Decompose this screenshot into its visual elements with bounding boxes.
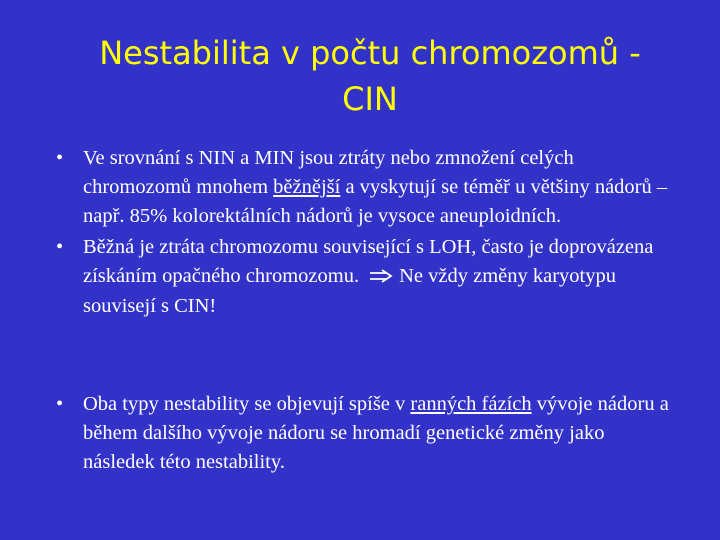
bullet-2-text-after: Ne vždy změny karyotypu souvisejí s CIN! — [83, 265, 617, 317]
bullet-3-text-after: vývoje nádoru a během dalšího vývoje nádoru se hromadí genetické změny jako následek této nestability. — [83, 393, 669, 473]
bullet-item-2 — [52, 233, 672, 321]
bullet-1-text-after: a vyskytují se téměř u většiny nádorů – např. 85% kolorektálních nádorů je vysoce aneuploidních. — [83, 176, 668, 227]
title-line-2: CIN — [342, 80, 398, 118]
bullet-item-1 — [52, 144, 672, 231]
bullet-item-3 — [52, 390, 672, 477]
bullet-3-text-before: Oba typy nestability se objevují spíše v — [83, 393, 411, 415]
bullet-2-text-before: Běžná je ztráta chromozomu související s LOH, často je doprovázena získáním opačného chromozomu. — [83, 236, 654, 287]
bullet-icon: • — [56, 393, 64, 415]
bullet-icon: • — [56, 236, 64, 258]
bullet-list-main — [52, 144, 672, 321]
bullet-3-underlined: ranných fázích — [410, 393, 532, 415]
title-line-1: Nestabilita v počtu chromozomů - — [99, 34, 641, 72]
slide-title — [40, 30, 700, 122]
bullet-1-underlined: běžnější — [273, 176, 341, 198]
implies-arrow-icon — [369, 263, 393, 292]
bullet-1-text-before: Ve srovnání s NIN a MIN jsou ztráty nebo zmnožení celých chromozomů mnohem — [83, 147, 574, 198]
bullet-icon: • — [56, 147, 64, 169]
bullet-list-secondary — [52, 390, 672, 477]
